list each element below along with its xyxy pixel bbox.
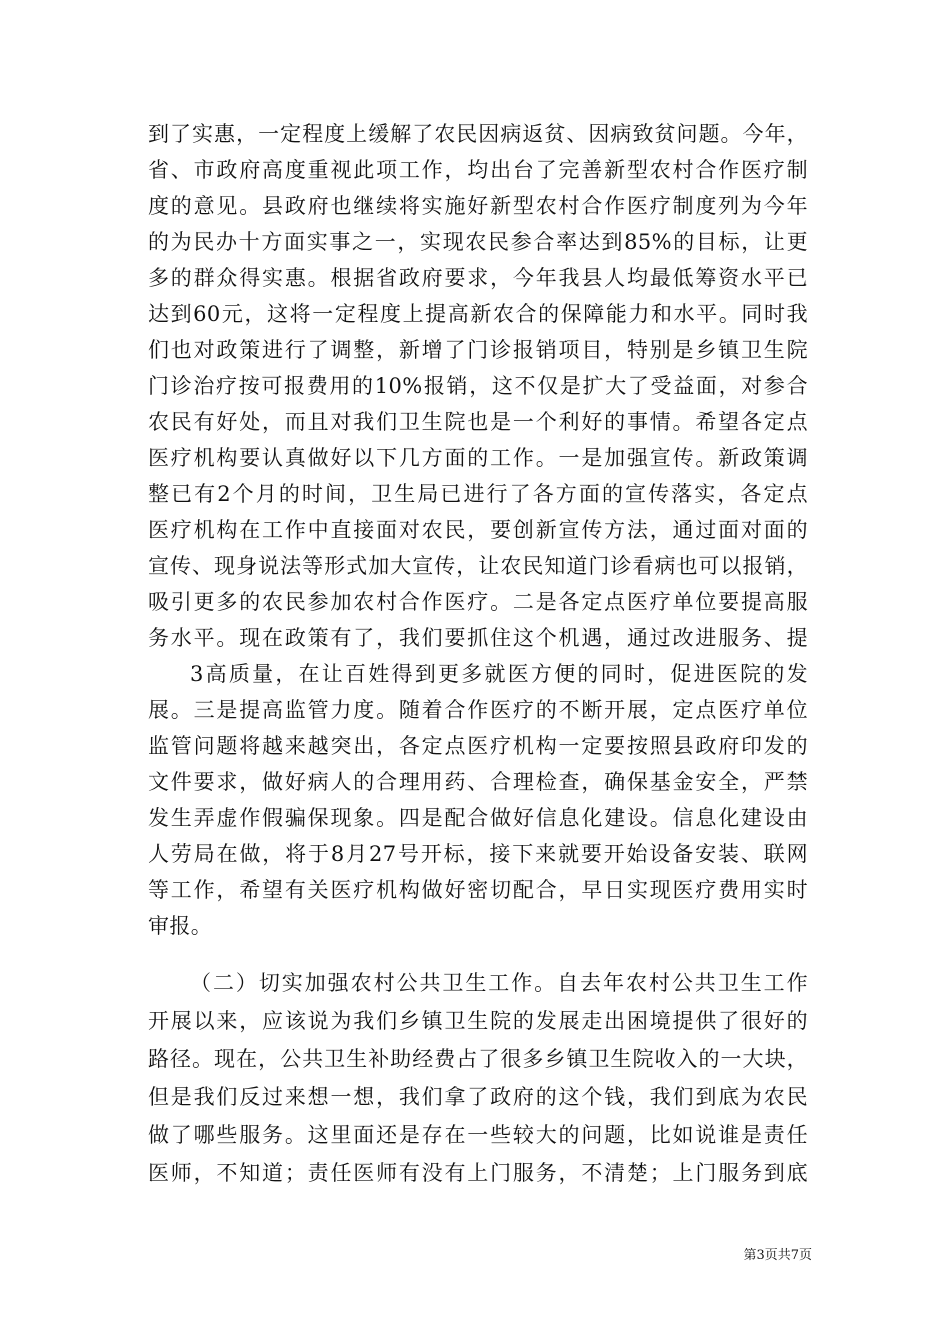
body-line-26: 路径。现在，公共卫生补助经费占了很多乡镇卫生院收入的一大块， xyxy=(148,1047,808,1071)
body-line-5: 多的群众得实惠。根据省政府要求，今年我县人均最低筹资水平已 xyxy=(148,266,808,290)
body-line-27: 但是我们反过来想一想，我们拿了政府的这个钱，我们到底为农民 xyxy=(148,1085,808,1109)
body-line-13: 宣传、现身说法等形式加大宣传，让农民知道门诊看病也可以报销， xyxy=(148,554,808,578)
body-line-4: 的为民办十方面实事之一，实现农民参合率达到85%的目标，让更 xyxy=(148,230,808,254)
page-number-footer: 第3页共7页 xyxy=(743,1248,812,1263)
body-line-6: 达到60元，这将一定程度上提高新农合的保障能力和水平。同时我 xyxy=(148,302,808,326)
body-line-14: 吸引更多的农民参加农村合作医疗。二是各定点医疗单位要提高服 xyxy=(148,590,808,614)
body-line-1: 到了实惠，一定程度上缓解了农民因病返贫、因病致贫问题。今年， xyxy=(148,122,808,146)
body-line-16: 3高质量，在让百姓得到更多就医方便的同时，促进医院的发 xyxy=(190,662,808,686)
body-line-7: 们也对政策进行了调整，新增了门诊报销项目，特别是乡镇卫生院 xyxy=(148,338,808,362)
body-line-3: 度的意见。县政府也继续将实施好新型农村合作医疗制度列为今年 xyxy=(148,194,808,218)
body-line-12: 医疗机构在工作中直接面对农民，要创新宣传方法，通过面对面的 xyxy=(148,518,808,542)
body-line-19: 文件要求，做好病人的合理用药、合理检查，确保基金安全，严禁 xyxy=(148,770,808,794)
body-line-20: 发生弄虚作假骗保现象。四是配合做好信息化建设。信息化建设由 xyxy=(148,806,808,830)
body-line-25: 开展以来，应该说为我们乡镇卫生院的发展走出困境提供了很好的 xyxy=(148,1009,808,1033)
body-line-8: 门诊治疗按可报费用的10%报销，这不仅是扩大了受益面，对参合 xyxy=(148,374,808,398)
body-line-28: 做了哪些服务。这里面还是存在一些较大的问题，比如说谁是责任 xyxy=(148,1123,808,1147)
body-line-22: 等工作，希望有关医疗机构做好密切配合，早日实现医疗费用实时 xyxy=(148,878,808,902)
body-line-10: 医疗机构要认真做好以下几方面的工作。一是加强宣传。新政策调 xyxy=(148,446,808,470)
body-line-18: 监管问题将越来越突出，各定点医疗机构一定要按照县政府印发的 xyxy=(148,734,808,758)
body-line-11: 整已有2个月的时间，卫生局已进行了各方面的宣传落实，各定点 xyxy=(148,482,808,506)
body-line-29: 医师，不知道；责任医师有没有上门服务，不清楚；上门服务到底 xyxy=(148,1161,808,1185)
body-line-24: （二）切实加强农村公共卫生工作。自去年农村公共卫生工作 xyxy=(190,971,808,995)
body-line-15: 务水平。现在政策有了，我们要抓住这个机遇，通过改进服务、提 xyxy=(148,626,808,650)
body-line-23: 审报。 xyxy=(148,914,213,938)
body-line-17: 展。三是提高监管力度。随着合作医疗的不断开展，定点医疗单位 xyxy=(148,698,808,722)
body-line-2: 省、市政府高度重视此项工作，均出台了完善新型农村合作医疗制 xyxy=(148,158,808,182)
body-line-21: 人劳局在做，将于8月27号开标，接下来就要开始设备安装、联网 xyxy=(148,842,808,866)
body-line-9: 农民有好处，而且对我们卫生院也是一个利好的事情。希望各定点 xyxy=(148,410,808,434)
